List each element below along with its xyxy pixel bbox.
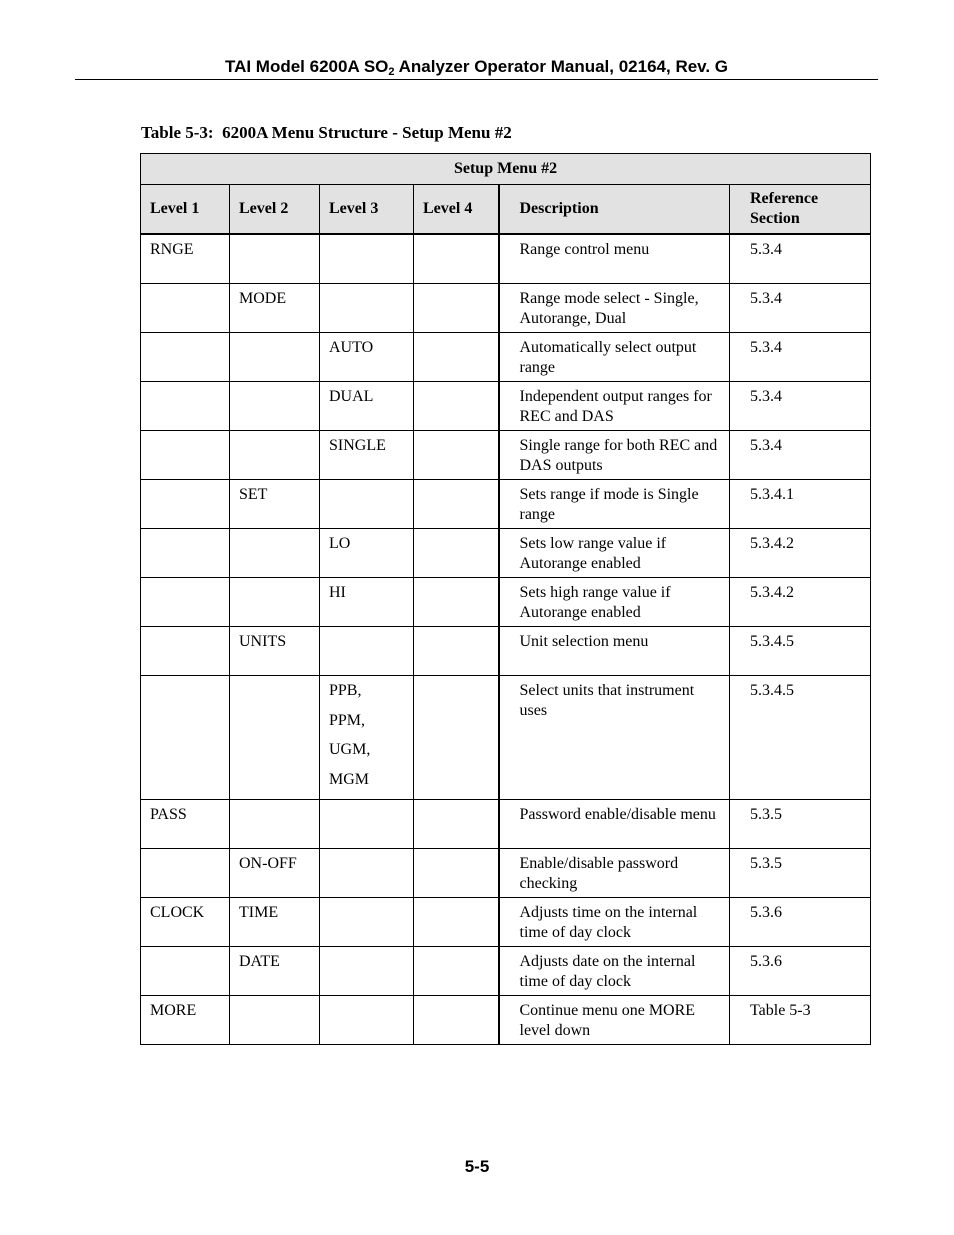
cell-level-4 [414, 234, 499, 284]
cell-reference: 5.3.4.1 [730, 480, 871, 529]
cell-level-4 [414, 480, 499, 529]
table-row [141, 284, 871, 333]
table-row [141, 676, 871, 800]
cell-level-1 [141, 627, 230, 676]
column-header-level-2: Level 2 [230, 185, 320, 235]
table-row [141, 480, 871, 529]
cell-level-3 [320, 996, 414, 1045]
cell-level-1 [141, 676, 230, 800]
column-header-level-3: Level 3 [320, 185, 414, 235]
table-row [141, 234, 871, 284]
cell-level-1 [141, 529, 230, 578]
cell-reference: 5.3.4 [730, 234, 871, 284]
cell-description: Automatically select output range [499, 333, 730, 382]
cell-level-3: SINGLE [320, 431, 414, 480]
cell-level-4 [414, 800, 499, 849]
header-title-prefix: TAI Model 6200A SO [224, 57, 389, 76]
cell-description: Single range for both REC and DAS outputs [499, 431, 730, 480]
cell-level-2 [230, 431, 320, 480]
cell-level-2 [230, 996, 320, 1045]
cell-reference: 5.3.4 [730, 431, 871, 480]
cell-description: Password enable/disable menu [499, 800, 730, 849]
cell-level-2 [230, 800, 320, 849]
page-number: 5-5 [464, 1157, 490, 1176]
cell-level-2: TIME [230, 898, 320, 947]
cell-description: Sets range if mode is Single range [499, 480, 730, 529]
cell-level-1 [141, 578, 230, 627]
cell-level-3 [320, 627, 414, 676]
table-row [141, 382, 871, 431]
cell-reference: 5.3.5 [730, 800, 871, 849]
column-header-level-1: Level 1 [141, 185, 230, 235]
cell-level-1: PASS [141, 800, 230, 849]
cell-level-4 [414, 627, 499, 676]
cell-level-4 [414, 382, 499, 431]
table-row [141, 627, 871, 676]
cell-reference: 5.3.5 [730, 849, 871, 898]
cell-reference: 5.3.6 [730, 947, 871, 996]
table-row [141, 898, 871, 947]
cell-level-3 [320, 284, 414, 333]
cell-level-4 [414, 578, 499, 627]
table-header-row [141, 185, 871, 235]
cell-level-3 [320, 947, 414, 996]
cell-reference: 5.3.4.2 [730, 529, 871, 578]
cell-level-1 [141, 947, 230, 996]
cell-description: Unit selection menu [499, 627, 730, 676]
cell-level-2 [230, 234, 320, 284]
cell-reference: 5.3.4 [730, 284, 871, 333]
cell-level-2 [230, 578, 320, 627]
table-row [141, 333, 871, 382]
cell-level-2: SET [230, 480, 320, 529]
cell-level-3: AUTO [320, 333, 414, 382]
cell-level-3 [320, 480, 414, 529]
cell-level-2: DATE [230, 947, 320, 996]
cell-reference: Table 5-3 [730, 996, 871, 1045]
cell-level-4 [414, 898, 499, 947]
cell-level-2 [230, 333, 320, 382]
header-rule [75, 79, 878, 80]
cell-level-3 [320, 800, 414, 849]
column-header-reference: Reference Section [730, 185, 871, 235]
cell-level-1 [141, 284, 230, 333]
table-row [141, 849, 871, 898]
unit-option: PPB, [329, 682, 362, 699]
table-row [141, 529, 871, 578]
cell-level-1 [141, 333, 230, 382]
cell-level-1 [141, 849, 230, 898]
cell-level-1 [141, 382, 230, 431]
cell-level-3 [320, 898, 414, 947]
cell-reference: 5.3.4.5 [730, 676, 871, 800]
table-row [141, 578, 871, 627]
cell-level-3 [320, 234, 414, 284]
table-row [141, 431, 871, 480]
unit-option: UGM, [329, 741, 371, 758]
table-title: Setup Menu #2 [141, 154, 871, 185]
cell-reference: 5.3.4.2 [730, 578, 871, 627]
page-header [75, 57, 878, 77]
cell-level-2 [230, 382, 320, 431]
cell-level-4 [414, 284, 499, 333]
cell-level-4 [414, 849, 499, 898]
cell-level-1: RNGE [141, 234, 230, 284]
cell-description: Enable/disable password checking [499, 849, 730, 898]
cell-level-4 [414, 333, 499, 382]
unit-option: MGM [329, 770, 370, 788]
cell-reference: 5.3.4.5 [730, 627, 871, 676]
cell-level-4 [414, 529, 499, 578]
cell-level-3: HI [320, 578, 414, 627]
cell-level-1: MORE [141, 996, 230, 1045]
cell-description: Sets low range value if Autorange enabled [499, 529, 730, 578]
column-header-level-4: Level 4 [414, 185, 499, 235]
cell-level-2 [230, 529, 320, 578]
cell-description: Continue menu one MORE level down [499, 996, 730, 1045]
cell-description: Sets high range value if Autorange enabled [499, 578, 730, 627]
cell-level-3 [320, 676, 414, 800]
cell-description: Independent output ranges for REC and DAS [499, 382, 730, 431]
cell-level-2: ON-OFF [230, 849, 320, 898]
cell-level-2 [230, 676, 320, 800]
setup-menu-table [140, 153, 871, 1045]
table-caption: Table 5-3: 6200A Menu Structure - Setup Menu #2 [141, 123, 512, 142]
header-title-subscript: 2 [388, 66, 395, 78]
column-header-description: Description [499, 185, 730, 235]
cell-level-4 [414, 431, 499, 480]
cell-description: Adjusts date on the internal time of day clock [499, 947, 730, 996]
cell-description: Range control menu [499, 234, 730, 284]
cell-reference: 5.3.4 [730, 333, 871, 382]
cell-level-3: LO [320, 529, 414, 578]
table-row [141, 800, 871, 849]
cell-level-2: UNITS [230, 627, 320, 676]
cell-level-4 [414, 947, 499, 996]
cell-description: Select units that instrument uses [499, 676, 730, 800]
cell-level-1 [141, 431, 230, 480]
table-row [141, 996, 871, 1045]
cell-description: Range mode select - Single, Autorange, Dual [499, 284, 730, 333]
cell-level-3 [320, 849, 414, 898]
cell-level-2: MODE [230, 284, 320, 333]
header-title-suffix: Analyzer Operator Manual, 02164, Rev. G [394, 57, 729, 76]
cell-reference: 5.3.6 [730, 898, 871, 947]
table-row [141, 947, 871, 996]
cell-reference: 5.3.4 [730, 382, 871, 431]
cell-level-1 [141, 480, 230, 529]
cell-level-3: DUAL [320, 382, 414, 431]
cell-description: Adjusts time on the internal time of day clock [499, 898, 730, 947]
cell-level-1: CLOCK [141, 898, 230, 947]
cell-level-4 [414, 676, 499, 800]
cell-level-4 [414, 996, 499, 1045]
unit-option: PPM, [329, 711, 366, 729]
